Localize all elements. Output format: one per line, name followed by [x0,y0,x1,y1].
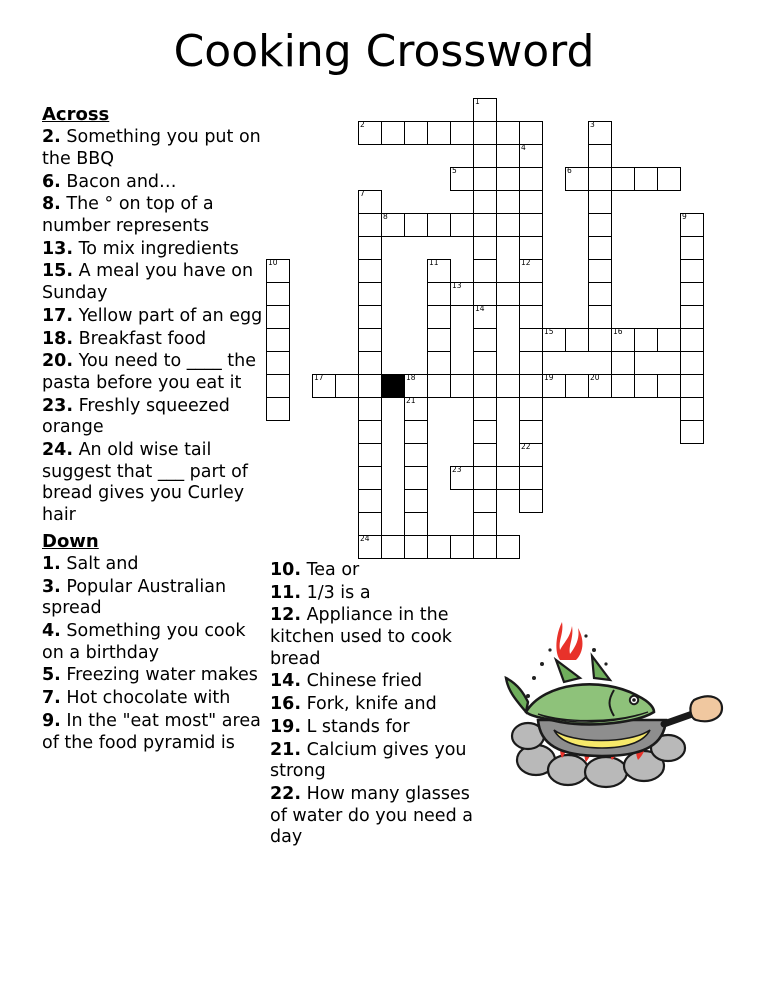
down-clue [270,583,485,605]
across-clue [42,239,264,261]
grid-cell[interactable] [473,535,497,559]
down-clue [42,621,264,664]
grid-cell[interactable] [266,397,290,421]
clue-text: Freshly squeezed orange [42,395,230,438]
grid-cell[interactable] [680,374,704,398]
grid-cell[interactable] [519,121,543,145]
grid-cell[interactable] [588,374,612,398]
clue-number: 7. [42,688,61,709]
grid-cell[interactable] [611,374,635,398]
grid-cell-blocked [381,374,405,398]
down-clue [270,717,485,739]
clue-number: 20. [42,351,74,372]
grid-cell[interactable] [473,167,497,191]
grid-cell[interactable] [496,213,520,237]
grid-cell-number: 24 [360,534,370,543]
clue-text: To mix ingredients [73,238,239,259]
grid-cell[interactable] [404,420,428,444]
grid-cell[interactable] [473,374,497,398]
clue-text: How many glasses of water do you need a day [270,783,473,848]
grid-cell[interactable] [404,535,428,559]
down-clue [42,577,264,620]
grid-cell[interactable] [358,397,382,421]
grid-cell-number: 8 [383,212,388,221]
down-heading: Down [42,530,99,552]
grid-cell[interactable] [657,328,681,352]
grid-cell-number: 14 [475,304,485,313]
grid-cell[interactable] [519,397,543,421]
grid-cell-number: 3 [590,120,595,129]
clue-number: 13. [42,238,74,259]
grid-cell[interactable] [519,213,543,237]
grid-cell[interactable] [473,305,497,329]
down-clue-list-part1 [42,554,264,754]
grid-cell[interactable] [519,374,543,398]
down-clue [270,694,485,716]
grid-cell[interactable] [588,236,612,260]
grid-cell-number: 1 [475,97,480,106]
grid-cell[interactable] [473,282,497,306]
grid-cell[interactable] [519,328,543,352]
grid-cell[interactable] [542,374,566,398]
grid-cell[interactable] [519,443,543,467]
clue-text: A meal you have on Sunday [42,261,254,304]
grid-cell[interactable] [381,535,405,559]
clue-number: 4. [42,621,61,642]
clues-column-left [42,104,264,755]
grid-cell[interactable] [680,305,704,329]
clue-number: 14. [270,671,302,692]
grid-cell[interactable] [680,259,704,283]
grid-cell[interactable] [611,167,635,191]
grid-cell-number: 19 [544,373,554,382]
clue-number: 5. [42,665,61,686]
clue-number: 2. [42,127,61,148]
clue-number: 17. [42,305,74,326]
grid-cell[interactable] [427,305,451,329]
grid-cell[interactable] [519,305,543,329]
grid-cell[interactable] [588,328,612,352]
grid-cell[interactable] [473,397,497,421]
clue-text: Salt and [60,554,139,574]
grid-cell[interactable] [473,190,497,214]
grid-cell[interactable] [588,213,612,237]
grid-cell[interactable] [588,121,612,145]
grid-cell[interactable] [450,466,474,490]
grid-cell-number: 21 [406,396,416,405]
grid-cell[interactable] [657,374,681,398]
grid-cell[interactable] [358,443,382,467]
grid-cell[interactable] [381,121,405,145]
down-clue [270,784,485,849]
grid-cell[interactable] [542,328,566,352]
grid-cell[interactable] [588,305,612,329]
clue-text: Popular Australian spread [42,576,227,619]
grid-cell[interactable] [680,351,704,375]
grid-cell[interactable] [473,443,497,467]
clue-text: Breakfast food [73,328,207,349]
grid-cell[interactable] [519,167,543,191]
grid-cell[interactable] [496,374,520,398]
grid-cell[interactable] [427,351,451,375]
grid-cell[interactable] [519,144,543,168]
grid-cell[interactable] [588,190,612,214]
grid-cell[interactable] [680,397,704,421]
grid-cell[interactable] [496,466,520,490]
grid-cell[interactable] [473,512,497,536]
grid-cell[interactable] [519,489,543,513]
clue-text: An old wise tail suggest that ___ part of bread gives you Curley hair [42,439,248,525]
grid-cell[interactable] [450,535,474,559]
grid-cell[interactable] [266,305,290,329]
grid-cell[interactable] [312,374,336,398]
clue-text: Yellow part of an egg [73,305,263,326]
grid-cell[interactable] [427,535,451,559]
across-clue [42,440,264,527]
grid-cell[interactable] [335,374,359,398]
grid-cell[interactable] [634,167,658,191]
grid-cell-number: 16 [613,327,623,336]
grid-cell[interactable] [519,420,543,444]
grid-cell[interactable] [565,328,589,352]
clue-text: Something you cook on a birthday [42,621,246,663]
grid-cell-number: 5 [452,166,457,175]
grid-cell[interactable] [450,282,474,306]
grid-cell[interactable] [519,190,543,214]
grid-cell[interactable] [427,213,451,237]
grid-cell[interactable] [266,259,290,283]
clue-number: 18. [42,328,74,349]
grid-cell[interactable] [496,121,520,145]
across-clue [42,261,264,304]
grid-cell[interactable] [680,236,704,260]
down-clue [42,665,264,687]
grid-cell[interactable] [358,121,382,145]
grid-cell[interactable] [473,259,497,283]
grid-cell[interactable] [680,420,704,444]
clue-number: 8. [42,194,61,215]
across-clue [42,172,264,194]
grid-cell[interactable] [427,259,451,283]
grid-cell[interactable] [588,167,612,191]
across-heading: Across [42,104,110,125]
grid-cell[interactable] [680,282,704,306]
grid-cell[interactable] [358,535,382,559]
down-clue [270,740,485,783]
across-clue [42,127,264,170]
grid-cell[interactable] [450,167,474,191]
grid-cell[interactable] [657,167,681,191]
clue-number: 24. [42,439,74,460]
across-clue [42,194,264,237]
across-clue [42,351,264,394]
down-clue [42,554,264,576]
grid-cell[interactable] [404,374,428,398]
grid-cell[interactable] [565,374,589,398]
grid-cell[interactable] [404,512,428,536]
grid-cell[interactable] [358,466,382,490]
grid-cell[interactable] [381,213,405,237]
grid-cell-number: 7 [360,189,365,198]
across-clue [42,396,264,439]
clue-number: 16. [270,694,302,715]
grid-cell[interactable] [588,259,612,283]
grid-cell[interactable] [358,213,382,237]
grid-cell[interactable] [427,374,451,398]
grid-cell[interactable] [358,420,382,444]
clue-number: 23. [42,395,74,416]
grid-cell[interactable] [565,167,589,191]
grid-cell-number: 17 [314,373,324,382]
clue-number: 10. [270,560,302,580]
down-clue-list-part2 [270,560,485,849]
grid-cell[interactable] [358,190,382,214]
crossword-grid[interactable] [266,98,728,558]
fish-cooking-in-pan-over-fire-icon [498,620,728,810]
grid-cell[interactable] [473,213,497,237]
grid-cell[interactable] [473,98,497,122]
clue-text: Chinese fried [301,671,423,692]
clue-text: In the "eat most" area of the food pyramid is [42,710,261,753]
clue-text: Something you put on the BBQ [42,127,261,169]
page-title: Cooking Crossword [173,26,595,77]
grid-cell[interactable] [404,466,428,490]
grid-cell[interactable] [519,259,543,283]
grid-cell[interactable] [680,328,704,352]
grid-cell-number: 23 [452,465,462,474]
clue-number: 12. [270,605,302,626]
grid-cell[interactable] [427,121,451,145]
grid-cell[interactable] [496,535,520,559]
grid-cell[interactable] [404,213,428,237]
grid-cell[interactable] [266,328,290,352]
grid-cell-number: 18 [406,373,416,382]
grid-cell[interactable] [473,236,497,260]
clue-number: 6. [42,171,61,192]
down-clue [270,560,485,582]
grid-cell[interactable] [358,282,382,306]
grid-cell[interactable] [473,489,497,513]
clue-number: 11. [270,582,302,603]
grid-cell[interactable] [519,236,543,260]
clue-number: 9. [42,710,61,731]
grid-cell[interactable] [404,489,428,513]
clue-text: Calcium gives you strong [270,739,467,782]
grid-cell[interactable] [588,282,612,306]
grid-cell-number: 6 [567,166,572,175]
grid-cell[interactable] [358,489,382,513]
grid-cell-number: 11 [429,258,439,267]
grid-cell-number: 4 [521,143,526,152]
grid-cell-number: 22 [521,442,531,451]
grid-cell[interactable] [358,305,382,329]
grid-cell[interactable] [519,351,543,375]
grid-cell[interactable] [358,328,382,352]
clue-number: 21. [270,739,302,760]
grid-cell[interactable] [450,121,474,145]
grid-cell[interactable] [634,328,658,352]
grid-cell[interactable] [473,328,497,352]
grid-cell[interactable] [266,374,290,398]
grid-cell[interactable] [611,351,635,375]
grid-cell[interactable] [358,374,382,398]
grid-cell-number: 2 [360,120,365,129]
grid-cell[interactable] [496,167,520,191]
grid-cell[interactable] [427,282,451,306]
clue-number: 15. [42,261,74,282]
grid-cell-number: 10 [268,258,278,267]
across-clue-list [42,127,264,526]
down-clue [42,711,264,754]
across-clue [42,329,264,351]
clue-text: Fork, knife and [301,694,437,715]
clue-text: The ° on top of a number represents [42,194,214,237]
down-clue [270,605,485,670]
grid-cell-number: 13 [452,281,462,290]
grid-cell[interactable] [473,144,497,168]
grid-cell[interactable] [358,351,382,375]
grid-cell[interactable] [404,397,428,421]
grid-cell[interactable] [450,213,474,237]
clue-text: Tea or [301,560,360,580]
grid-cell[interactable] [680,213,704,237]
grid-cell[interactable] [427,328,451,352]
grid-cell-number: 15 [544,327,554,336]
grid-cell[interactable] [611,328,635,352]
clue-text: L stands for [301,716,410,737]
clues-column-middle [270,560,485,850]
grid-cell[interactable] [404,443,428,467]
clue-text: Bacon and… [60,171,177,192]
grid-cell[interactable] [519,466,543,490]
across-clue [42,306,264,328]
grid-cell[interactable] [358,512,382,536]
clue-text: Freezing water makes [60,665,258,686]
clue-text: Hot chocolate with [60,688,231,709]
down-clue [42,688,264,710]
grid-cell[interactable] [266,282,290,306]
grid-cell[interactable] [404,121,428,145]
grid-cell[interactable] [588,144,612,168]
grid-cell[interactable] [473,466,497,490]
grid-cell-number: 12 [521,258,531,267]
down-clue [270,671,485,693]
grid-cell[interactable] [266,351,290,375]
grid-cell[interactable] [450,374,474,398]
clue-number: 22. [270,783,302,804]
grid-cell[interactable] [473,420,497,444]
clue-number: 19. [270,716,302,737]
grid-cell[interactable] [358,259,382,283]
clue-text: 1/3 is a [301,582,371,603]
grid-cell[interactable] [634,374,658,398]
grid-cell-number: 20 [590,373,600,382]
clue-number: 1. [42,554,61,574]
grid-cell[interactable] [358,236,382,260]
grid-cell[interactable] [519,282,543,306]
clue-text: You need to ____ the pasta before you eat it [42,351,257,393]
clue-number: 3. [42,576,61,597]
grid-cell[interactable] [473,121,497,145]
grid-cell-number: 9 [682,212,687,221]
clue-text: Appliance in the kitchen used to cook bread [270,605,452,669]
grid-cell[interactable] [473,351,497,375]
grid-cell[interactable] [496,282,520,306]
